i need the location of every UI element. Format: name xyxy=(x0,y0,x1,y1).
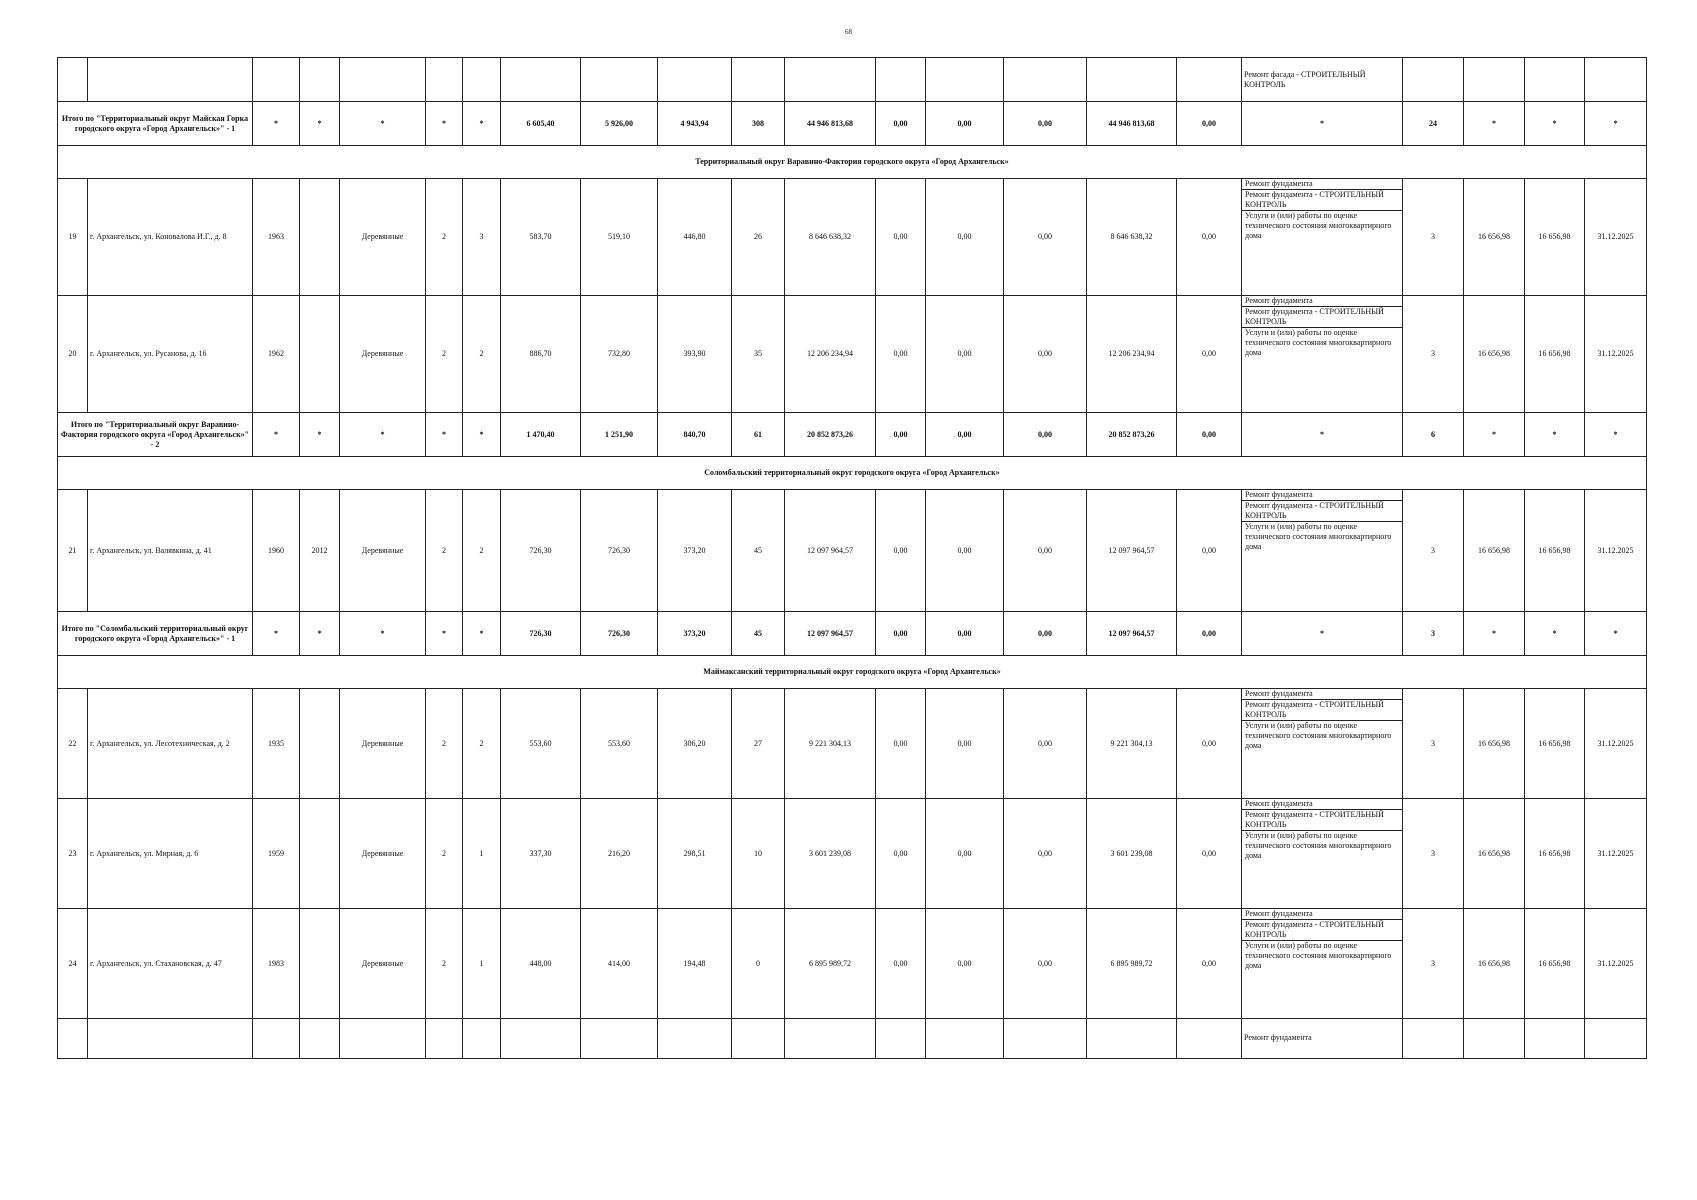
cell-empty xyxy=(501,1019,581,1059)
cell-empty xyxy=(1585,58,1647,102)
total-placeholder: * xyxy=(300,413,340,457)
work-type-cell: Ремонт фундамента xyxy=(1242,1019,1403,1059)
cell-fund-a: 0,00 xyxy=(876,909,926,1019)
cell-fund-d: 12 097 964,57 xyxy=(1087,490,1177,612)
total-residents: 45 xyxy=(732,612,785,656)
cell-empty xyxy=(1585,1019,1647,1059)
total-fund-b: 0,00 xyxy=(926,413,1004,457)
cell-deadline: 31.12.2025 xyxy=(1585,179,1647,296)
total-fund-c: 0,00 xyxy=(1004,413,1087,457)
table-row xyxy=(58,909,1647,1019)
cell-cost-limit: 16 656,98 xyxy=(1525,296,1585,413)
cell-area-common: 194,48 xyxy=(658,909,732,1019)
cell-area-living: 553,60 xyxy=(581,689,658,799)
cell-area-total: 553,60 xyxy=(501,689,581,799)
cell-empty xyxy=(426,58,463,102)
total-fund-e: 0,00 xyxy=(1177,102,1242,146)
cell-row-number: 19 xyxy=(58,179,88,296)
work-item: Услуги и (или) работы по оценке технического состояния многоквартирного дома xyxy=(1242,327,1402,358)
total-placeholder: * xyxy=(463,612,501,656)
work-list xyxy=(1242,689,1402,751)
cell-area-living: 414,00 xyxy=(581,909,658,1019)
work-item: Ремонт фундамента - СТРОИТЕЛЬНЫЙ КОНТРОЛЬ xyxy=(1242,809,1402,830)
cell-work-count: 3 xyxy=(1403,909,1464,1019)
page-number: 68 xyxy=(845,28,852,36)
total-area-total: 6 605,40 xyxy=(501,102,581,146)
cell-cost-per-unit: 16 656,98 xyxy=(1464,799,1525,909)
cell-area-common: 393,90 xyxy=(658,296,732,413)
total-label: Итого по "Территориальный округ Майская Горка городского округа «Город Архангельск»" - 1 xyxy=(58,102,253,146)
work-type-cell: Ремонт фасада - СТРОИТЕЛЬНЫЙ КОНТРОЛЬ xyxy=(1242,58,1403,102)
cell-empty xyxy=(876,1019,926,1059)
cell-year-built: 1983 xyxy=(253,909,300,1019)
cell-empty xyxy=(1004,58,1087,102)
cell-year-built: 1962 xyxy=(253,296,300,413)
total-s1: * xyxy=(1464,102,1525,146)
cell-address: г. Архангельск, ул. Мирная, д. 6 xyxy=(88,799,253,909)
cell-fund-a: 0,00 xyxy=(876,179,926,296)
cell-fund-b: 0,00 xyxy=(926,689,1004,799)
cell-cost-total: 3 601 239,08 xyxy=(785,799,876,909)
cell-fund-e: 0,00 xyxy=(1177,689,1242,799)
cell-empty xyxy=(340,58,426,102)
cell-empty xyxy=(732,58,785,102)
work-item: Ремонт фундамента xyxy=(1245,179,1313,188)
cell-year-built: 1935 xyxy=(253,689,300,799)
cell-empty xyxy=(876,58,926,102)
cell-area-total: 448,00 xyxy=(501,909,581,1019)
cell-empty xyxy=(340,1019,426,1059)
total-s1: * xyxy=(1464,413,1525,457)
cell-work-types xyxy=(1242,909,1403,1019)
total-placeholder: * xyxy=(463,102,501,146)
section-total-row xyxy=(58,612,1647,656)
cell-floors: 2 xyxy=(426,179,463,296)
cell-cost-per-unit: 16 656,98 xyxy=(1464,296,1525,413)
work-item: Ремонт фундамента xyxy=(1245,799,1313,808)
cell-empty xyxy=(300,58,340,102)
table-row-continued xyxy=(58,1019,1647,1059)
total-fund-e: 0,00 xyxy=(1177,413,1242,457)
total-count: 6 xyxy=(1403,413,1464,457)
cell-fund-b: 0,00 xyxy=(926,296,1004,413)
cell-empty xyxy=(1464,1019,1525,1059)
total-placeholder: * xyxy=(426,413,463,457)
cell-fund-e: 0,00 xyxy=(1177,179,1242,296)
cell-address: г. Архангельск, ул. Русанова, д. 16 xyxy=(88,296,253,413)
cell-fund-c: 0,00 xyxy=(1004,296,1087,413)
table-row xyxy=(58,799,1647,909)
cell-work-types xyxy=(1242,490,1403,612)
cell-address: г. Архангельск, ул. Лесотехническая, д. 2 xyxy=(88,689,253,799)
table-row xyxy=(58,490,1647,612)
cell-cost-per-unit: 16 656,98 xyxy=(1464,179,1525,296)
total-cost-total: 12 097 964,57 xyxy=(785,612,876,656)
cell-cost-limit: 16 656,98 xyxy=(1525,799,1585,909)
cell-fund-b: 0,00 xyxy=(926,909,1004,1019)
cell-empty xyxy=(501,58,581,102)
cell-fund-a: 0,00 xyxy=(876,689,926,799)
section-header-row xyxy=(58,457,1647,490)
cell-wall-material: Деревянные xyxy=(340,296,426,413)
cell-entrances: 1 xyxy=(463,909,501,1019)
table-row-continued xyxy=(58,58,1647,102)
cell-address: г. Архангельск, ул. Коновалова И.Г., д. 8 xyxy=(88,179,253,296)
cell-floors: 2 xyxy=(426,689,463,799)
total-fund-a: 0,00 xyxy=(876,612,926,656)
cell-deadline: 31.12.2025 xyxy=(1585,799,1647,909)
cell-fund-d: 3 601 239,08 xyxy=(1087,799,1177,909)
cell-fund-a: 0,00 xyxy=(876,490,926,612)
total-s2: * xyxy=(1525,413,1585,457)
table-body xyxy=(58,58,1647,1059)
cell-fund-d: 12 206 234,94 xyxy=(1087,296,1177,413)
cell-empty xyxy=(926,1019,1004,1059)
work-list xyxy=(1242,179,1402,241)
cell-year-repair: 2012 xyxy=(300,490,340,612)
cell-cost-per-unit: 16 656,98 xyxy=(1464,490,1525,612)
section-title: Маймаксанский территориальный округ городского округа «Город Архангельск» xyxy=(58,656,1647,689)
cell-deadline: 31.12.2025 xyxy=(1585,296,1647,413)
total-placeholder: * xyxy=(426,102,463,146)
total-cost-total: 44 946 813,68 xyxy=(785,102,876,146)
section-title: Соломбальский территориальный округ городского округа «Город Архангельск» xyxy=(58,457,1647,490)
cell-fund-d: 9 221 304,13 xyxy=(1087,689,1177,799)
cell-year-built: 1963 xyxy=(253,179,300,296)
cell-year-repair xyxy=(300,296,340,413)
cell-work-types xyxy=(1242,799,1403,909)
total-work: * xyxy=(1242,413,1403,457)
cell-residents: 10 xyxy=(732,799,785,909)
work-item: Услуги и (или) работы по оценке технического состояния многоквартирного дома xyxy=(1242,720,1402,751)
cell-cost-limit: 16 656,98 xyxy=(1525,689,1585,799)
work-item: Ремонт фундамента - СТРОИТЕЛЬНЫЙ КОНТРОЛЬ xyxy=(1242,306,1402,327)
cell-empty xyxy=(658,58,732,102)
total-placeholder: * xyxy=(253,612,300,656)
total-placeholder: * xyxy=(463,413,501,457)
cell-area-living: 519,10 xyxy=(581,179,658,296)
total-area-living: 1 251,90 xyxy=(581,413,658,457)
cell-work-types xyxy=(1242,296,1403,413)
cell-floors: 2 xyxy=(426,296,463,413)
table-row xyxy=(58,689,1647,799)
cell-wall-material: Деревянные xyxy=(340,490,426,612)
work-list xyxy=(1242,296,1402,358)
total-fund-a: 0,00 xyxy=(876,102,926,146)
cell-fund-c: 0,00 xyxy=(1004,689,1087,799)
section-header-row xyxy=(58,146,1647,179)
section-header-row xyxy=(58,656,1647,689)
cell-area-living: 216,20 xyxy=(581,799,658,909)
total-residents: 61 xyxy=(732,413,785,457)
cell-empty xyxy=(1403,1019,1464,1059)
cell-fund-e: 0,00 xyxy=(1177,799,1242,909)
total-count: 3 xyxy=(1403,612,1464,656)
cell-cost-total: 8 646 638,32 xyxy=(785,179,876,296)
total-label: Итого по "Территориальный округ Варавино-Фактория городского округа «Город Архангельск»" - 2 xyxy=(58,413,253,457)
cell-wall-material: Деревянные xyxy=(340,799,426,909)
total-area-living: 5 926,00 xyxy=(581,102,658,146)
cell-area-common: 306,20 xyxy=(658,689,732,799)
work-item: Услуги и (или) работы по оценке технического состояния многоквартирного дома xyxy=(1242,830,1402,861)
total-placeholder: * xyxy=(253,413,300,457)
cell-deadline: 31.12.2025 xyxy=(1585,689,1647,799)
cell-empty xyxy=(1525,1019,1585,1059)
section-total-row xyxy=(58,413,1647,457)
cell-year-repair xyxy=(300,909,340,1019)
cell-floors: 2 xyxy=(426,490,463,612)
cell-fund-a: 0,00 xyxy=(876,296,926,413)
cell-cost-total: 6 895 989,72 xyxy=(785,909,876,1019)
cell-empty xyxy=(1403,58,1464,102)
total-cost-total: 20 852 873,26 xyxy=(785,413,876,457)
total-area-total: 726,30 xyxy=(501,612,581,656)
cell-work-count: 3 xyxy=(1403,490,1464,612)
work-item: Ремонт фундамента - СТРОИТЕЛЬНЫЙ КОНТРОЛЬ xyxy=(1242,699,1402,720)
total-placeholder: * xyxy=(426,612,463,656)
cell-wall-material: Деревянные xyxy=(340,179,426,296)
total-count: 24 xyxy=(1403,102,1464,146)
table-row xyxy=(58,296,1647,413)
cell-empty xyxy=(785,58,876,102)
work-item: Ремонт фундамента xyxy=(1245,909,1313,918)
total-s3: * xyxy=(1585,612,1647,656)
cell-area-living: 732,80 xyxy=(581,296,658,413)
cell-area-total: 583,70 xyxy=(501,179,581,296)
total-fund-b: 0,00 xyxy=(926,102,1004,146)
cell-row-number: 23 xyxy=(58,799,88,909)
cell-entrances: 2 xyxy=(463,490,501,612)
cell-empty xyxy=(88,58,253,102)
cell-entrances: 3 xyxy=(463,179,501,296)
section-title: Территориальный округ Варавино-Фактория городского округа «Город Архангельск» xyxy=(58,146,1647,179)
cell-cost-per-unit: 16 656,98 xyxy=(1464,909,1525,1019)
work-item: Ремонт фундамента - СТРОИТЕЛЬНЫЙ КОНТРОЛЬ xyxy=(1242,189,1402,210)
work-item: Услуги и (или) работы по оценке технического состояния многоквартирного дома xyxy=(1242,210,1402,241)
cell-work-count: 3 xyxy=(1403,689,1464,799)
cell-residents: 27 xyxy=(732,689,785,799)
work-item: Услуги и (или) работы по оценке технического состояния многоквартирного дома xyxy=(1242,940,1402,971)
cell-cost-limit: 16 656,98 xyxy=(1525,909,1585,1019)
cell-empty xyxy=(658,1019,732,1059)
cell-cost-per-unit: 16 656,98 xyxy=(1464,689,1525,799)
cell-empty xyxy=(785,1019,876,1059)
cell-empty xyxy=(88,1019,253,1059)
total-fund-d: 20 852 873,26 xyxy=(1087,413,1177,457)
work-item: Ремонт фундамента - СТРОИТЕЛЬНЫЙ КОНТРОЛЬ xyxy=(1242,500,1402,521)
total-placeholder: * xyxy=(340,413,426,457)
cell-area-total: 886,70 xyxy=(501,296,581,413)
cell-empty xyxy=(300,1019,340,1059)
work-item: Ремонт фундамента - СТРОИТЕЛЬНЫЙ КОНТРОЛЬ xyxy=(1242,919,1402,940)
cell-area-common: 373,20 xyxy=(658,490,732,612)
cell-area-common: 298,51 xyxy=(658,799,732,909)
section-total-row xyxy=(58,102,1647,146)
cell-row-number: 20 xyxy=(58,296,88,413)
cell-work-count: 3 xyxy=(1403,799,1464,909)
cell-work-types xyxy=(1242,179,1403,296)
cell-row-number: 24 xyxy=(58,909,88,1019)
total-s1: * xyxy=(1464,612,1525,656)
total-fund-c: 0,00 xyxy=(1004,612,1087,656)
cell-year-repair xyxy=(300,799,340,909)
cell-cost-total: 9 221 304,13 xyxy=(785,689,876,799)
cell-fund-e: 0,00 xyxy=(1177,490,1242,612)
total-s2: * xyxy=(1525,102,1585,146)
work-item: Услуги и (или) работы по оценке технического состояния многоквартирного дома xyxy=(1242,521,1402,552)
cell-fund-c: 0,00 xyxy=(1004,179,1087,296)
cell-cost-limit: 16 656,98 xyxy=(1525,179,1585,296)
total-placeholder: * xyxy=(300,612,340,656)
cell-residents: 45 xyxy=(732,490,785,612)
cell-entrances: 1 xyxy=(463,799,501,909)
total-label: Итого по "Соломбальский территориальный округ городского округа «Город Архангельск»" - 1 xyxy=(58,612,253,656)
cell-fund-c: 0,00 xyxy=(1004,909,1087,1019)
cell-work-types xyxy=(1242,689,1403,799)
cell-area-living: 726,30 xyxy=(581,490,658,612)
cell-empty xyxy=(463,58,501,102)
cell-deadline: 31.12.2025 xyxy=(1585,490,1647,612)
total-work: * xyxy=(1242,612,1403,656)
cell-address: г. Архангельск, ул. Валявкина, д. 41 xyxy=(88,490,253,612)
cell-entrances: 2 xyxy=(463,296,501,413)
total-s3: * xyxy=(1585,413,1647,457)
cell-fund-a: 0,00 xyxy=(876,799,926,909)
cell-deadline: 31.12.2025 xyxy=(1585,909,1647,1019)
cell-area-total: 337,30 xyxy=(501,799,581,909)
total-placeholder: * xyxy=(340,612,426,656)
cell-row-number: 22 xyxy=(58,689,88,799)
cell-empty xyxy=(1087,58,1177,102)
cell-empty xyxy=(1525,58,1585,102)
cell-empty xyxy=(732,1019,785,1059)
cell-year-built: 1959 xyxy=(253,799,300,909)
total-work: * xyxy=(1242,102,1403,146)
repair-register-table xyxy=(57,57,1647,1059)
cell-fund-b: 0,00 xyxy=(926,799,1004,909)
cell-work-count: 3 xyxy=(1403,179,1464,296)
cell-fund-b: 0,00 xyxy=(926,179,1004,296)
total-area-common: 840,70 xyxy=(658,413,732,457)
total-placeholder: * xyxy=(253,102,300,146)
work-item: Ремонт фундамента xyxy=(1245,490,1313,499)
cell-empty xyxy=(1177,1019,1242,1059)
total-fund-a: 0,00 xyxy=(876,413,926,457)
cell-floors: 2 xyxy=(426,909,463,1019)
cell-empty xyxy=(581,58,658,102)
cell-empty xyxy=(926,58,1004,102)
total-fund-d: 12 097 964,57 xyxy=(1087,612,1177,656)
total-fund-e: 0,00 xyxy=(1177,612,1242,656)
total-area-common: 373,20 xyxy=(658,612,732,656)
total-area-living: 726,30 xyxy=(581,612,658,656)
cell-empty xyxy=(463,1019,501,1059)
cell-empty xyxy=(1464,58,1525,102)
cell-empty xyxy=(58,58,88,102)
cell-fund-d: 8 646 638,32 xyxy=(1087,179,1177,296)
work-item: Ремонт фундамента xyxy=(1245,689,1313,698)
total-area-total: 1 470,40 xyxy=(501,413,581,457)
cell-wall-material: Деревянные xyxy=(340,909,426,1019)
cell-empty xyxy=(253,58,300,102)
cell-empty xyxy=(1177,58,1242,102)
total-s3: * xyxy=(1585,102,1647,146)
total-s2: * xyxy=(1525,612,1585,656)
cell-cost-total: 12 206 234,94 xyxy=(785,296,876,413)
cell-empty xyxy=(253,1019,300,1059)
cell-residents: 26 xyxy=(732,179,785,296)
total-fund-b: 0,00 xyxy=(926,612,1004,656)
table-row xyxy=(58,179,1647,296)
cell-work-count: 3 xyxy=(1403,296,1464,413)
total-placeholder: * xyxy=(300,102,340,146)
cell-year-repair xyxy=(300,179,340,296)
total-residents: 308 xyxy=(732,102,785,146)
cell-empty xyxy=(1087,1019,1177,1059)
cell-wall-material: Деревянные xyxy=(340,689,426,799)
cell-fund-c: 0,00 xyxy=(1004,490,1087,612)
cell-row-number: 21 xyxy=(58,490,88,612)
cell-empty xyxy=(58,1019,88,1059)
work-list xyxy=(1242,799,1402,861)
total-placeholder: * xyxy=(340,102,426,146)
cell-address: г. Архангельск, ул. Стахановская, д. 47 xyxy=(88,909,253,1019)
cell-fund-b: 0,00 xyxy=(926,490,1004,612)
cell-fund-e: 0,00 xyxy=(1177,296,1242,413)
cell-area-common: 446,80 xyxy=(658,179,732,296)
cell-fund-d: 6 895 989,72 xyxy=(1087,909,1177,1019)
cell-empty xyxy=(581,1019,658,1059)
cell-floors: 2 xyxy=(426,799,463,909)
total-fund-d: 44 946 813,68 xyxy=(1087,102,1177,146)
cell-area-total: 726,30 xyxy=(501,490,581,612)
cell-entrances: 2 xyxy=(463,689,501,799)
cell-residents: 0 xyxy=(732,909,785,1019)
work-list xyxy=(1242,909,1402,971)
cell-cost-total: 12 097 964,57 xyxy=(785,490,876,612)
cell-empty xyxy=(1004,1019,1087,1059)
cell-year-repair xyxy=(300,689,340,799)
cell-cost-limit: 16 656,98 xyxy=(1525,490,1585,612)
cell-empty xyxy=(426,1019,463,1059)
cell-residents: 35 xyxy=(732,296,785,413)
work-list xyxy=(1242,490,1402,552)
cell-fund-e: 0,00 xyxy=(1177,909,1242,1019)
total-area-common: 4 943,94 xyxy=(658,102,732,146)
total-fund-c: 0,00 xyxy=(1004,102,1087,146)
work-item: Ремонт фундамента xyxy=(1245,296,1313,305)
cell-year-built: 1960 xyxy=(253,490,300,612)
cell-fund-c: 0,00 xyxy=(1004,799,1087,909)
